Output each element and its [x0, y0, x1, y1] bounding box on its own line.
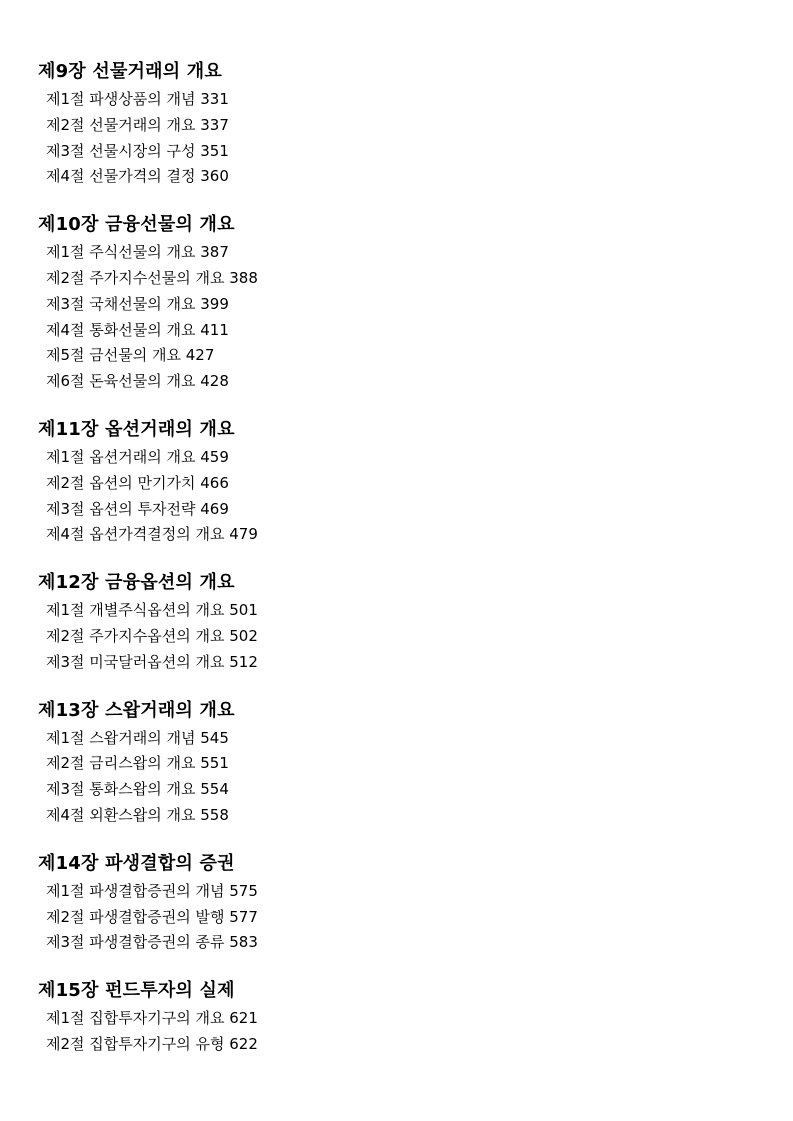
chapter-title: 제14장 파생결합의 증권: [38, 852, 235, 874]
chapter-title: 제10장 금융선물의 개요: [38, 214, 235, 236]
chapter-title: 제11장 옵션거래의 개요: [38, 418, 235, 440]
section-item: 제4절 외환스왑의 개요 558: [46, 805, 229, 824]
section-list: [38, 240, 758, 395]
section-item: 제4절 옵션가격결정의 개요 479: [46, 525, 258, 544]
section-item: 제1절 개별주식옵션의 개요 501: [46, 601, 258, 620]
section-list: [38, 598, 758, 675]
table-of-contents: [38, 59, 758, 1058]
chapter-title: 제12장 금융옵션의 개요: [38, 572, 235, 594]
chapter-block: [38, 417, 758, 548]
section-item: 제1절 주식선물의 개요 387: [46, 243, 229, 262]
section-item: 제3절 미국달러옵션의 개요 512: [46, 652, 258, 671]
chapter-block: [38, 851, 758, 956]
chapter-title: 제13장 스왑거래의 개요: [38, 699, 235, 721]
section-item: 제3절 통화스왑의 개요 554: [46, 780, 229, 799]
section-item: 제2절 선물거래의 개요 337: [46, 115, 229, 134]
section-list: [38, 1006, 758, 1058]
section-item: 제1절 옵션거래의 개요 459: [46, 447, 229, 466]
section-item: 제6절 돈육선물의 개요 428: [46, 372, 229, 391]
chapter-title: 제15장 펀드투자의 실제: [38, 980, 235, 1002]
section-item: 제2절 금리스왑의 개요 551: [46, 754, 229, 773]
section-item: 제3절 파생결합증권의 종류 583: [46, 933, 258, 952]
section-item: 제1절 집합투자기구의 개요 621: [46, 1009, 258, 1028]
chapter-block: [38, 570, 758, 675]
section-list: [38, 726, 758, 829]
section-item: 제4절 선물가격의 결정 360: [46, 167, 229, 186]
section-item: 제3절 옵션의 투자전략 469: [46, 499, 229, 518]
chapter-block: [38, 978, 758, 1058]
section-item: 제3절 국채선물의 개요 399: [46, 294, 229, 313]
section-item: 제2절 주가지수옵션의 개요 502: [46, 626, 258, 645]
section-list: [38, 87, 758, 190]
section-item: 제1절 파생결합증권의 개념 575: [46, 881, 258, 900]
section-list: [38, 445, 758, 548]
section-item: 제1절 파생상품의 개념 331: [46, 90, 229, 108]
section-list: [38, 879, 758, 956]
section-item: 제2절 옵션의 만기가치 466: [46, 473, 229, 492]
section-item: 제2절 주가지수선물의 개요 388: [46, 268, 258, 287]
section-item: 제3절 선물시장의 구성 351: [46, 141, 229, 160]
section-item: 제1절 스왑거래의 개념 545: [46, 728, 229, 747]
section-item: 제2절 집합투자기구의 유형 622: [46, 1034, 258, 1053]
chapter-block: [38, 212, 758, 395]
chapter-block: [38, 59, 758, 190]
chapter-block: [38, 698, 758, 829]
section-item: 제4절 통화선물의 개요 411: [46, 320, 229, 339]
chapter-title: 제9장 선물거래의 개요: [38, 61, 222, 82]
section-item: 제5절 금선물의 개요 427: [46, 346, 215, 365]
section-item: 제2절 파생결합증권의 발행 577: [46, 907, 258, 926]
